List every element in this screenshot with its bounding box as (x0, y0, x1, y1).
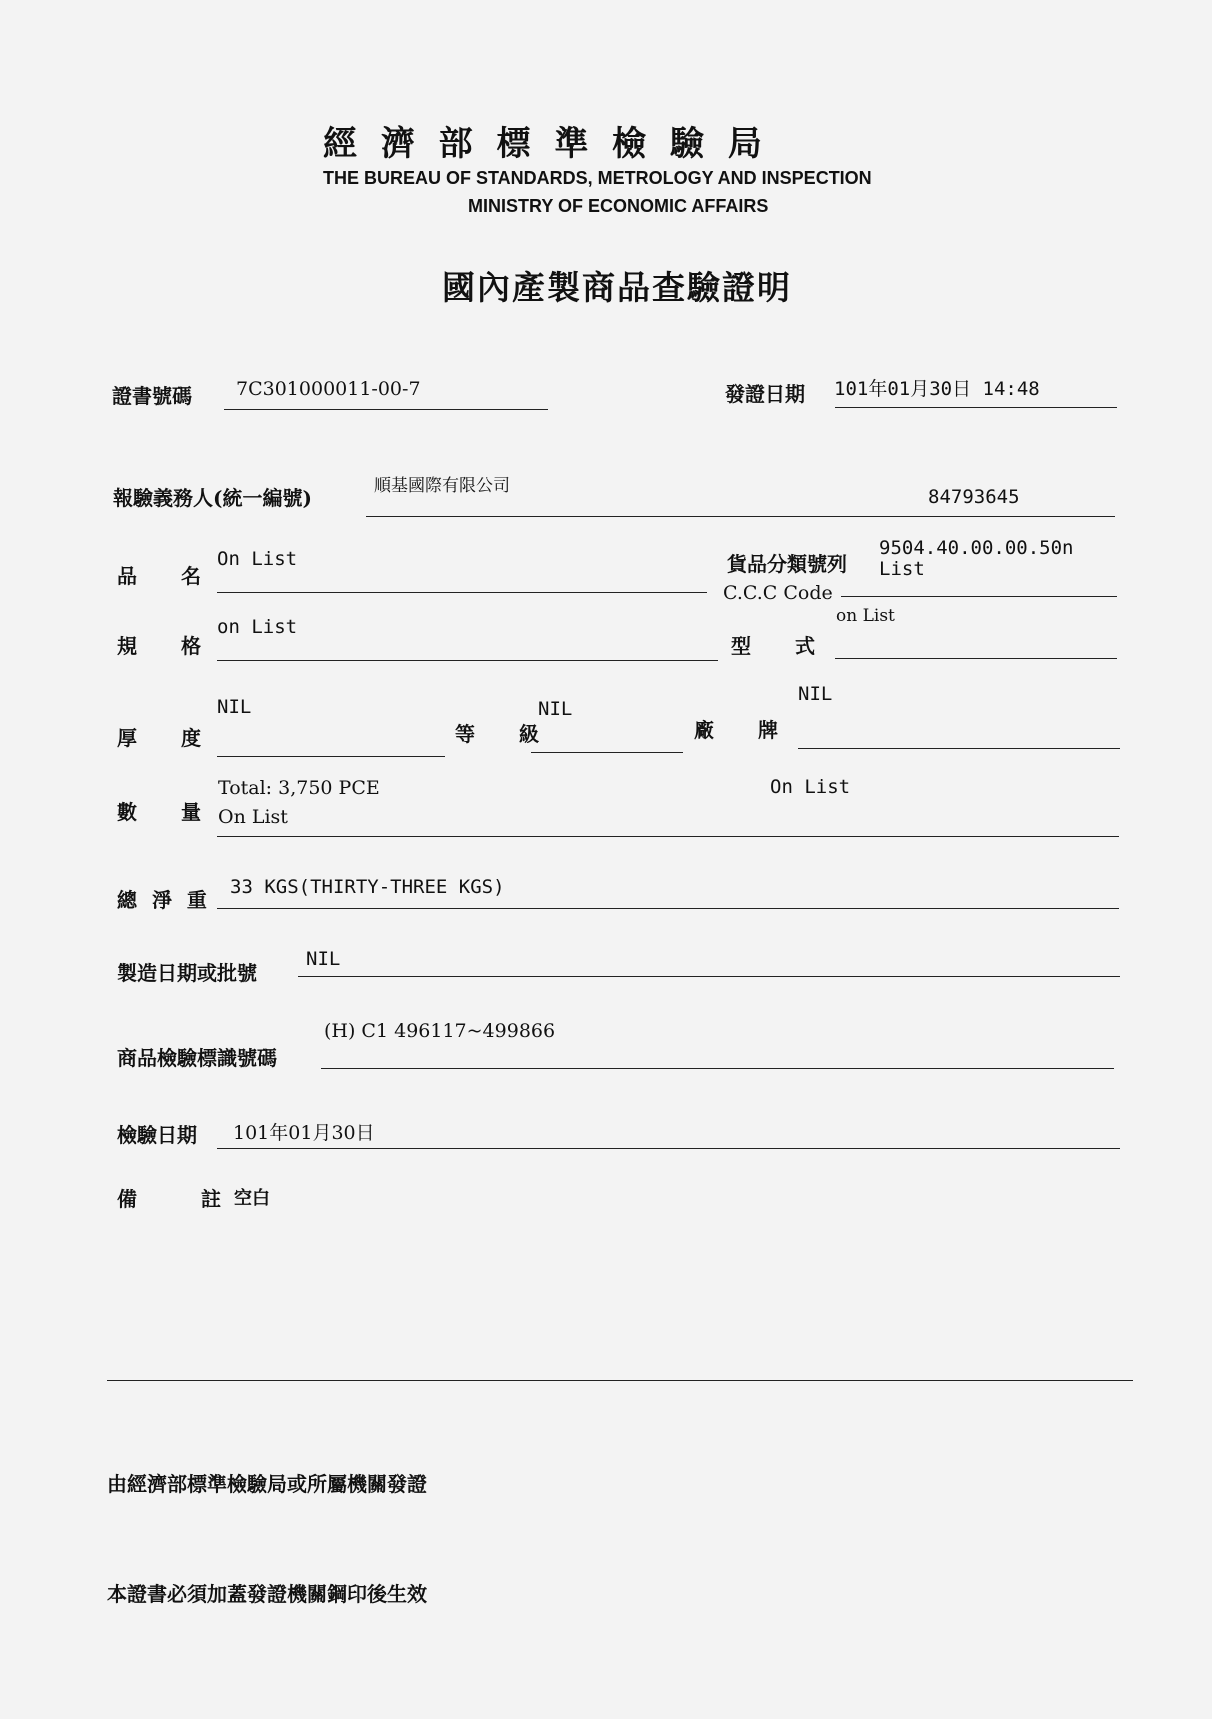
mark-value: (H) C1 496117~499866 (324, 1020, 556, 1042)
spec-value: on List (217, 616, 298, 638)
quantity-line1: Total: 3,750 PCE (218, 777, 380, 799)
agency-name-zh: 經 濟 部 標 準 檢 驗 局 (323, 124, 768, 164)
brand-value: NIL (798, 683, 833, 705)
model-value: on List (836, 606, 895, 626)
applicant-id: 84793645 (928, 486, 1020, 508)
mfg-value: NIL (306, 948, 341, 970)
applicant-name: 順基國際有限公司 (374, 476, 510, 496)
document-title: 國內產製商品查驗證明 (442, 268, 792, 307)
net-weight-value: 33 KGS(THIRTY-THREE KGS) (230, 876, 505, 898)
section-divider (107, 1380, 1133, 1381)
spec-label: 規 格 (117, 634, 213, 658)
mfg-label: 製造日期或批號 (117, 961, 257, 985)
agency-name-en-line1: THE BUREAU OF STANDARDS, METROLOGY AND INSPECTION (323, 168, 872, 188)
cert-no-value: 7C301000011-00-7 (236, 378, 421, 400)
inspection-date-underline (217, 1148, 1120, 1149)
model-underline (835, 658, 1117, 659)
product-name-value: On List (217, 548, 298, 570)
issue-date-underline (835, 407, 1117, 408)
mark-underline (321, 1068, 1114, 1069)
mark-label: 商品檢驗標識號碼 (117, 1046, 277, 1070)
quantity-underline (217, 836, 1119, 837)
grade-label: 等 級 (455, 722, 551, 746)
model-label: 型 式 (731, 634, 827, 658)
issuer-note: 由經濟部標準檢驗局或所屬機關發證 (107, 1472, 427, 1496)
applicant-label: 報驗義務人(統一編號) (113, 486, 312, 510)
grade-underline (531, 752, 683, 753)
issue-date-label: 發證日期 (725, 382, 805, 406)
quantity-line2: On List (218, 806, 288, 828)
quantity-right-value: On List (770, 776, 851, 798)
ccc-code-label: C.C.C Code (723, 582, 833, 604)
thickness-underline (217, 756, 445, 757)
remarks-label: 備 註 (117, 1187, 229, 1211)
grade-value: NIL (538, 698, 573, 720)
brand-label: 廠 牌 (694, 718, 790, 742)
product-name-label: 品 名 (117, 564, 213, 588)
ccc-label: 貨品分類號列 (727, 552, 847, 576)
mfg-underline (298, 976, 1120, 977)
ccc-value-line1: 9504.40.00.00.50n (879, 537, 1074, 559)
validity-note: 本證書必須加蓋發證機關鋼印後生效 (107, 1582, 427, 1606)
cert-no-underline (224, 409, 548, 410)
inspection-date-value: 101年01月30日 (233, 1122, 375, 1144)
net-weight-underline (217, 908, 1119, 909)
remarks-value: 空白 (234, 1188, 270, 1209)
spec-underline (217, 660, 718, 661)
ccc-underline (841, 596, 1117, 597)
inspection-date-label: 檢驗日期 (117, 1123, 197, 1147)
agency-name-en-line2: MINISTRY OF ECONOMIC AFFAIRS (468, 196, 769, 216)
thickness-value: NIL (217, 696, 252, 718)
issue-date-value: 101年01月30日 14:48 (834, 378, 1040, 400)
ccc-value-line2: List (879, 558, 925, 580)
thickness-label: 厚 度 (117, 726, 213, 750)
brand-underline (798, 748, 1120, 749)
quantity-label: 數 量 (117, 800, 213, 824)
cert-no-label: 證書號碼 (112, 384, 192, 408)
product-name-underline (217, 592, 707, 593)
net-weight-label: 總 淨 重 (117, 888, 211, 912)
applicant-underline (366, 516, 1115, 517)
